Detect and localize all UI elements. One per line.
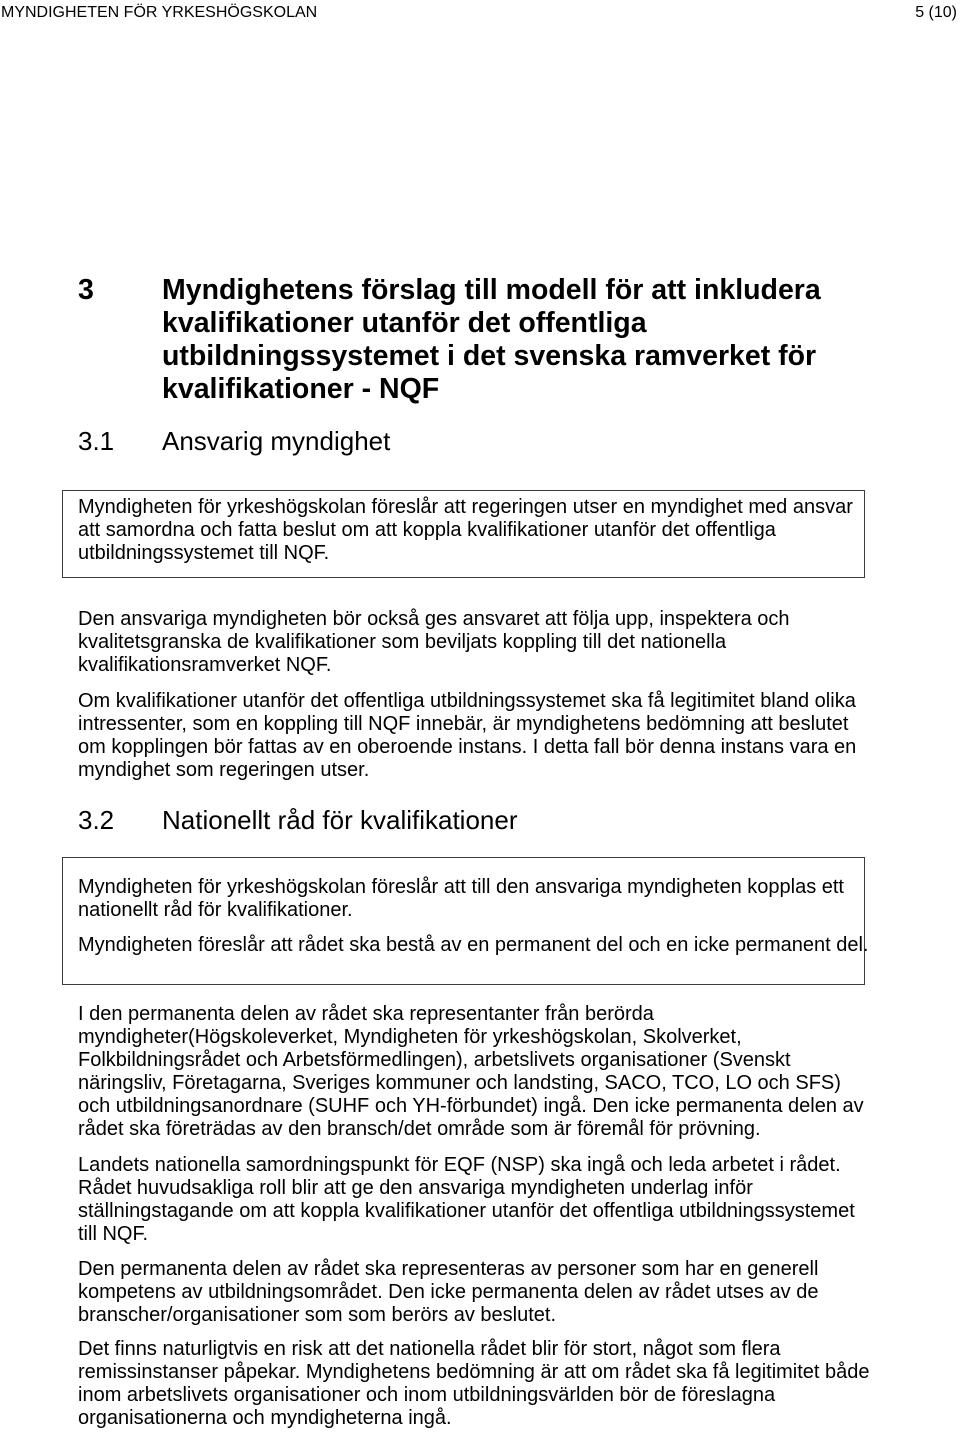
paragraph-line: myndigheter(Högskoleverket, Myndigheten för yrkeshögskolan, Skolverket, xyxy=(78,1026,742,1048)
section-title-line: Myndighetens förslag till modell för att inkludera xyxy=(162,274,821,306)
paragraph-line: ställningstagande om att koppla kvalifikationer utanför det offentliga utbildningssystemet xyxy=(78,1200,855,1222)
paragraph xyxy=(78,608,790,677)
paragraph-line: till NQF. xyxy=(78,1223,148,1245)
paragraph-line: myndighet som regeringen utser. xyxy=(78,759,370,781)
paragraph-line: att samordna och fatta beslut om att koppla kvalifikationer utanför det offentliga xyxy=(78,519,776,541)
paragraph-line: Landets nationella samordningspunkt för EQF (NSP) ska ingå och leda arbetet i rådet. xyxy=(78,1154,841,1176)
paragraph-line: Den ansvariga myndigheten bör också ges ansvaret att följa upp, inspektera och xyxy=(78,608,790,630)
paragraph-line: inom arbetslivets organisationer och inom utbildningsvärlden bör de föreslagna xyxy=(78,1384,776,1406)
paragraph-line: rådet ska företrädas av den bransch/det område som är föremål för prövning. xyxy=(78,1118,761,1140)
proposal-box-paragraph xyxy=(78,934,868,957)
paragraph-line: Rådet huvudsakliga roll blir att ge den ansvariga myndigheten underlag inför xyxy=(78,1177,753,1199)
paragraph-line: kvalitetsgranska de kvalifikationer som beviljats koppling till det nationella xyxy=(78,631,727,653)
paragraph-line: Myndigheten föreslår att rådet ska bestå av en permanent del och en icke permanent del. xyxy=(78,934,869,956)
proposal-box-paragraph xyxy=(78,876,844,922)
paragraph-line: Myndigheten för yrkeshögskolan föreslår att regeringen utser en myndighet med ansvar xyxy=(78,496,853,518)
section-3-1-title: Ansvarig myndighet xyxy=(162,426,391,456)
section-3-title xyxy=(162,274,821,406)
paragraph-line: och utbildningsanordnare (SUHF och YH-förbundet) ingå. Den icke permanenta delen av xyxy=(78,1095,864,1117)
paragraph xyxy=(78,690,856,782)
paragraph-line: Det finns naturligtvis en risk att det nationella rådet blir för stort, något som flera xyxy=(78,1338,781,1360)
paragraph-line: organisationerna och myndigheterna ingå. xyxy=(78,1407,452,1429)
paragraph-line: intressenter, som en koppling till NQF innebär, är myndighetens bedömning att beslutet xyxy=(78,713,849,735)
section-title-line: utbildningssystemet i det svenska ramverket för xyxy=(162,340,817,372)
paragraph-line: branscher/organisationer som som berörs av beslutet. xyxy=(78,1304,557,1326)
paragraph-line: kvalifikationsramverket NQF. xyxy=(78,654,332,676)
page-number: 5 (10) xyxy=(915,4,957,21)
paragraph-line: Den permanenta delen av rådet ska representeras av personer som har en generell xyxy=(78,1258,819,1280)
paragraph-line: Om kvalifikationer utanför det offentliga utbildningssystemet ska få legitimitet bland olika xyxy=(78,690,856,712)
section-title-line: kvalifikationer utanför det offentliga xyxy=(162,307,647,339)
section-title-line: kvalifikationer - NQF xyxy=(162,373,440,405)
paragraph-line: Folkbildningsrådet och Arbetsförmedlingen), arbetslivets organisationer (Svenskt xyxy=(78,1049,791,1071)
paragraph-line: kompetens av utbildningsområdet. Den icke permanenta delen av rådet utses av de xyxy=(78,1281,819,1303)
section-3-2-number: 3.2 xyxy=(78,805,115,835)
paragraph xyxy=(78,1003,864,1141)
paragraph xyxy=(78,1154,855,1246)
paragraph xyxy=(78,1258,818,1327)
section-3-1-number: 3.1 xyxy=(78,426,115,456)
running-header-org: MYNDIGHETEN FÖR YRKESHÖGSKOLAN xyxy=(1,4,318,21)
paragraph-line: Myndigheten för yrkeshögskolan föreslår att till den ansvariga myndigheten kopplas ett xyxy=(78,876,844,898)
paragraph-line: utbildningssystemet till NQF. xyxy=(78,542,330,564)
paragraph-line: remissinstanser påpekar. Myndighetens bedömning är att om rådet ska få legitimitet både xyxy=(78,1361,870,1383)
section-3-2-title: Nationellt råd för kvalifikationer xyxy=(162,805,518,835)
paragraph-line: om kopplingen bör fattas av en oberoende instans. I detta fall bör denna instans vara en xyxy=(78,736,857,758)
paragraph-line: I den permanenta delen av rådet ska representanter från berörda xyxy=(78,1003,654,1025)
paragraph-line: näringsliv, Företagarna, Sveriges kommuner och landsting, SACO, TCO, LO och SFS) xyxy=(78,1072,841,1094)
paragraph-line: nationellt råd för kvalifikationer. xyxy=(78,899,353,921)
paragraph xyxy=(78,1338,870,1430)
proposal-box-paragraph xyxy=(78,496,853,565)
section-3-number: 3 xyxy=(78,274,94,306)
